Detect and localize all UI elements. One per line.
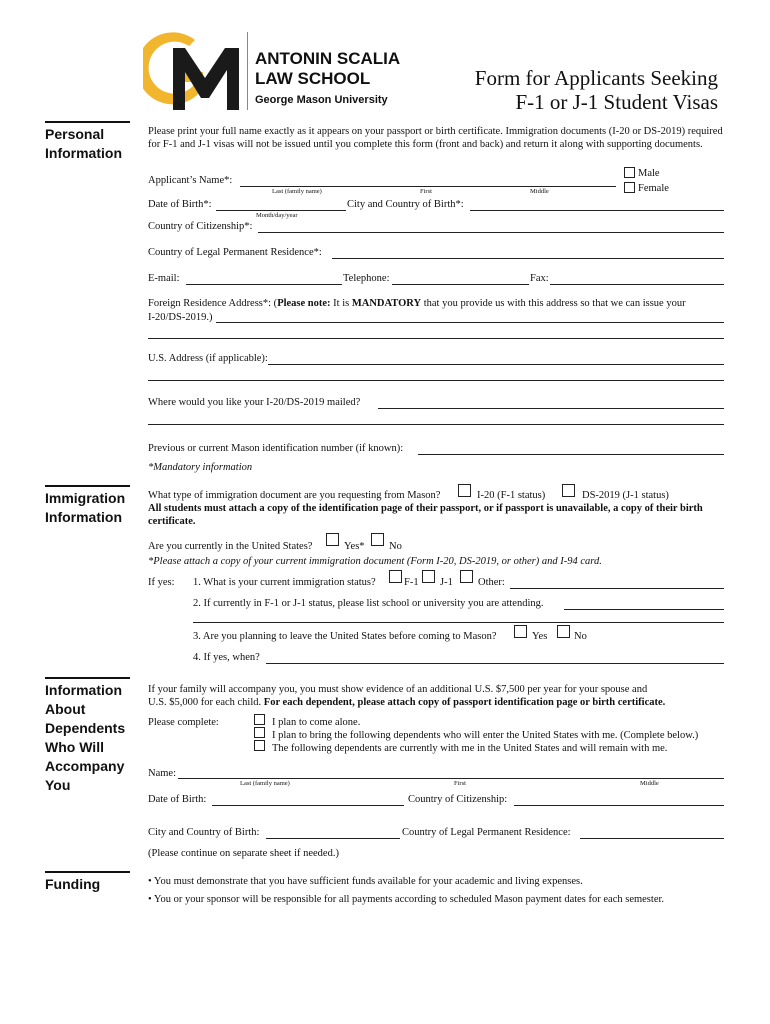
residence-field[interactable] (332, 258, 724, 259)
email-field[interactable] (186, 284, 342, 285)
current-school-field-2[interactable] (193, 622, 724, 623)
female-checkbox[interactable] (624, 182, 635, 193)
applicant-name-label: Applicant’s Name*: (148, 175, 233, 186)
in-us-no-checkbox[interactable] (371, 533, 384, 546)
please-complete-label: Please complete: (148, 717, 219, 728)
name-hint-last: Last (family name) (272, 188, 322, 195)
status-f1-checkbox[interactable] (389, 570, 402, 583)
telephone-label: Telephone: (343, 273, 390, 284)
dependent-birth-city-label: City and Country of Birth: (148, 827, 260, 838)
ds2019-label: DS-2019 (J-1 status) (582, 490, 669, 501)
male-label: Male (638, 168, 660, 179)
previous-id-field[interactable] (418, 454, 724, 455)
fax-field[interactable] (550, 284, 724, 285)
bring-dependents-checkbox[interactable] (254, 727, 265, 738)
document-type-question: What type of immigration document are you requesting from Mason? (148, 490, 441, 501)
fax-label: Fax: (530, 273, 549, 284)
logo-text-line3: George Mason University (255, 94, 388, 106)
dependents-present-label: The following dependents are currently with me in the United States and will remain with me. (272, 743, 668, 754)
dob-hint: Month/day/year (256, 212, 298, 219)
personal-intro: Please print your full name exactly as it appears on your passport or birth certificate. Immigration documents (I-20 or DS-2019) required for F-1 and J-1 visas will not be issued until you complete this form (front and back) and return it along with supporting documents. (148, 126, 723, 150)
leave-us-yes-checkbox[interactable] (514, 625, 527, 638)
section-rule-dependents (45, 677, 130, 679)
birth-city-field[interactable] (470, 210, 724, 211)
citizenship-field[interactable] (258, 232, 724, 233)
status-other-field[interactable] (510, 588, 724, 589)
passport-attach-note: All students must attach a copy of the identification page of their passport, or if passport is unavailable, a copy of their birth certificate. (148, 503, 703, 527)
foreign-address-label-line2: I-20/DS-2019.) (148, 312, 213, 323)
in-us-yes-checkbox[interactable] (326, 533, 339, 546)
i94-attach-note: *Please attach a copy of your current immigration document (Form I-20, DS-2019, or other) and I-94 card. (148, 556, 602, 567)
bring-dependents-label: I plan to bring the following dependents who will enter the United States with me. (Complete below.) (272, 730, 699, 741)
residence-label: Country of Legal Permanent Residence*: (148, 247, 322, 258)
telephone-field[interactable] (392, 284, 529, 285)
birth-city-label: City and Country of Birth*: (347, 199, 464, 210)
section-rule-immigration (45, 485, 130, 487)
dependent-birth-city-field[interactable] (266, 838, 400, 839)
dependents-intro-line1: If your family will accompany you, you must show evidence of an additional U.S. $7,500 per year for your spouse and (148, 684, 648, 695)
ds2019-checkbox[interactable] (562, 484, 575, 497)
status-j1-checkbox[interactable] (422, 570, 435, 583)
dependent-dob-label: Date of Birth: (148, 794, 207, 805)
dependent-hint-first: First (454, 780, 466, 787)
funding-bullet-1: • You must demonstrate that you have sufficient funds available for your academic and living expenses. (148, 876, 583, 887)
logo-divider (247, 32, 248, 110)
status-f1-label: F-1 (404, 577, 419, 588)
i20-checkbox[interactable] (458, 484, 471, 497)
current-school-question: 2. If currently in F-1 or J-1 status, please list school or university you are attending. (193, 598, 544, 609)
dependents-intro-line2: U.S. $5,000 for each child. For each dependent, please attach copy of passport identification page or birth certificate. (148, 697, 666, 708)
dependent-residence-label: Country of Legal Permanent Residence: (402, 827, 571, 838)
trademark-label: TM (173, 102, 183, 109)
funding-bullet-2: • You or your sponsor will be responsible for all payments according to scheduled Mason payment dates for each semester. (148, 894, 665, 905)
us-address-field-2[interactable] (148, 380, 724, 381)
status-j1-label: J-1 (440, 577, 453, 588)
if-yes-label: If yes: (148, 577, 175, 588)
dependents-present-checkbox[interactable] (254, 740, 265, 751)
us-address-field-1[interactable] (268, 364, 724, 365)
previous-id-label: Previous or current Mason identification number (if known): (148, 443, 404, 454)
logo-text-line1: ANTONIN SCALIA (255, 49, 401, 68)
school-logo (143, 28, 413, 114)
mailing-field-1[interactable] (378, 408, 724, 409)
mailing-field-2[interactable] (148, 424, 724, 425)
foreign-address-field-2[interactable] (148, 338, 724, 339)
form-title-line1: Form for Applicants Seeking (474, 66, 718, 90)
leave-us-no-label: No (574, 631, 587, 642)
leave-us-no-checkbox[interactable] (557, 625, 570, 638)
section-heading-immigration: Immigration Information (45, 490, 126, 525)
section-heading-personal: Personal Information (45, 126, 122, 161)
in-us-no-label: No (389, 541, 402, 552)
section-heading-dependents: Information About Dependents Who Will Accompany You (45, 682, 126, 793)
leave-when-question: 4. If yes, when? (193, 652, 260, 663)
logo-text-line2: LAW SCHOOL (255, 69, 371, 88)
section-heading-funding: Funding (45, 876, 101, 892)
i20-label: I-20 (F-1 status) (477, 490, 546, 501)
dob-field[interactable] (216, 210, 346, 211)
us-address-label: U.S. Address (if applicable): (148, 353, 268, 364)
dependent-hint-middle: Middle (640, 780, 659, 787)
status-other-checkbox[interactable] (460, 570, 473, 583)
name-hint-first: First (420, 188, 432, 195)
leave-us-yes-label: Yes (532, 631, 548, 642)
applicant-name-field[interactable] (240, 186, 616, 187)
current-status-question: 1. What is your current immigration status? (193, 577, 376, 588)
dependent-citizenship-field[interactable] (514, 805, 724, 806)
leave-when-field[interactable] (266, 663, 724, 664)
status-other-label: Other: (478, 577, 505, 588)
dependent-dob-field[interactable] (212, 805, 404, 806)
dependent-residence-field[interactable] (580, 838, 724, 839)
email-label: E-mail: (148, 273, 180, 284)
form-title-line2: F-1 or J-1 Student Visas (515, 90, 718, 114)
dependent-name-field[interactable] (178, 778, 724, 779)
dob-label: Date of Birth*: (148, 199, 212, 210)
mandatory-note: *Mandatory information (148, 462, 253, 473)
citizenship-label: Country of Citizenship*: (148, 221, 253, 232)
leave-us-question: 3. Are you planning to leave the United States before coming to Mason? (193, 631, 497, 642)
section-rule-personal (45, 121, 130, 123)
dependent-name-label: Name: (148, 768, 176, 779)
foreign-address-label: Foreign Residence Address*: (Please note: It is MANDATORY that you provide us with this address so that we can issue your (148, 298, 686, 309)
dependent-hint-last: Last (family name) (240, 780, 290, 787)
gm-monogram-icon (143, 28, 247, 114)
name-hint-middle: Middle (530, 188, 549, 195)
in-us-question: Are you currently in the United States? (148, 541, 313, 552)
section-rule-funding (45, 871, 130, 873)
mailing-question: Where would you like your I-20/DS-2019 mailed? (148, 397, 361, 408)
in-us-yes-label: Yes* (344, 541, 365, 552)
come-alone-label: I plan to come alone. (272, 717, 361, 728)
come-alone-checkbox[interactable] (254, 714, 265, 725)
foreign-address-field-1[interactable] (216, 322, 724, 323)
continue-note: (Please continue on separate sheet if needed.) (148, 848, 339, 859)
female-label: Female (638, 183, 669, 194)
dependent-citizenship-label: Country of Citizenship: (408, 794, 508, 805)
current-school-field-1[interactable] (564, 609, 724, 610)
male-checkbox[interactable] (624, 167, 635, 178)
